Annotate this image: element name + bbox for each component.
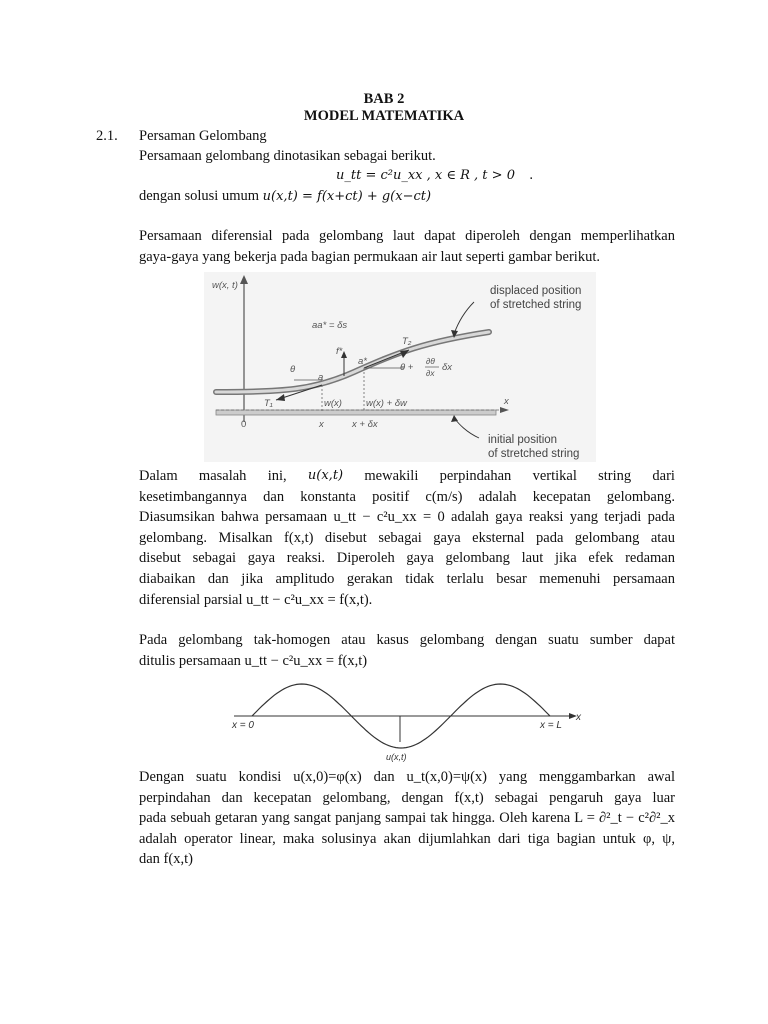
chapter-title: MODEL MATEMATIKA (303, 108, 465, 124)
label-relation: aa* = δs (312, 320, 348, 331)
paragraph-2-line-6: diabaikan dan jika amplitudo gerakan tidak terlalu besar memenuhi persamaan (139, 570, 675, 587)
paragraph-3-line-2: ditulis persamaan u_tt − c²u_xx = f(x,t) (139, 652, 368, 669)
paragraph-4-line-5: dan f(x,t) (139, 851, 193, 868)
wave-label-x: x (576, 712, 581, 723)
paragraph-2-word: ini, (267, 468, 287, 484)
paragraph-4-line-4: adalah operator linear, maka solusinya akan dijumlahkan dari tiga bagian untuk φ, ψ, (139, 830, 675, 847)
paragraph-2-word: perpindahan (439, 468, 512, 484)
wave-equation-text: u_tt = c²u_xx , x ∈ R , t > 0 (336, 168, 515, 183)
paragraph-2-word: string (598, 468, 632, 484)
label-initial-position-2: of stretched string (488, 448, 580, 460)
y-axis-label: w(x, t) (212, 280, 238, 291)
label-a: a (318, 372, 324, 383)
standing-wave-figure (228, 676, 588, 768)
label-a-star: a* (358, 356, 367, 367)
label-displaced-position: displaced position (490, 285, 582, 297)
paragraph-2-word: vertikal (532, 468, 577, 484)
paragraph-2-line-2: kesetimbangannya dan konstanta positif c(m/s) adalah kecepatan gelombang. (139, 488, 675, 505)
paragraph-2-line-4: gelombang. Misalkan f(x,t) disebut sebagai gaya eksternal pada gelombang atau (139, 529, 675, 546)
string-displacement-figure (204, 272, 596, 462)
wave-label-right: x = L (540, 720, 562, 731)
solution-line (139, 186, 431, 207)
paragraph-2-word: mewakili (364, 468, 419, 484)
label-w-x: w(x) (324, 398, 342, 409)
paragraph-3-line-1: Pada gelombang tak-homogen atau kasus gelombang dengan suatu sumber dapat (139, 632, 675, 648)
paragraph-2-line-1 (139, 466, 675, 487)
chapter-number: BAB 2 (363, 91, 405, 107)
wave-label-u: u(x,t) (386, 752, 407, 762)
label-x: x (319, 419, 324, 430)
paragraph-4-line-1: Dengan suatu kondisi u(x,0)=φ(x) dan u_t(x,0)=ψ(x) yang menggambarkan awal (139, 769, 675, 785)
label-t2: T₂ (402, 336, 412, 347)
paragraph-2-word: Dalam (139, 468, 178, 484)
paragraph-2-word: masalah (198, 468, 247, 484)
label-initial-position: initial position (488, 434, 558, 446)
paragraph-3 (139, 630, 675, 671)
label-theta: θ (290, 364, 296, 375)
label-partial-numerator: ∂θ (426, 356, 435, 366)
paragraph-4-line-3: pada sebuah getaran yang sangat panjang sampai tak hingga. Oleh karena L = ∂²_t − c²∂²_x (139, 810, 675, 827)
label-w-x-plus-dw: w(x) + δw (366, 398, 407, 409)
initial-string (216, 410, 496, 415)
intro-text: Persamaan gelombang dinotasikan sebagai berikut. (139, 148, 436, 164)
paragraph-1-line-2: gaya-gaya yang bekerja pada bagian permukaan air laut seperti gambar berikut. (139, 248, 600, 265)
paragraph-2-line-5: disebut sebagai gaya reaksi. Diperoleh gaya gelombang laut jika efek redaman (139, 550, 675, 567)
wave-equation (336, 166, 533, 186)
label-displaced-position-2: of stretched string (490, 299, 582, 311)
label-partial-denominator: ∂x (426, 368, 435, 378)
paragraph-2-line-3: Diasumsikan bahwa persamaan u_tt − c²u_xx = 0 adalah gaya reaksi yang terjadi pada (139, 509, 675, 526)
paragraph-4-line-2: perpindahan dan kecepatan gelombang, dengan f(x,t) sebagai pengaruh gaya luar (139, 789, 675, 806)
solution-text: dengan solusi umum (139, 188, 260, 204)
paragraph-2-word: dari (652, 468, 675, 484)
paragraph-4 (139, 767, 675, 870)
label-origin: 0 (241, 419, 247, 430)
wave-label-left: x = 0 (232, 720, 254, 731)
label-f-star: f* (336, 346, 343, 357)
section-title: Persaman Gelombang (139, 128, 267, 144)
section-number: 2.1. (96, 128, 118, 144)
x-axis-label: x (504, 396, 509, 407)
paragraph-2-line-7: diferensial parsial u_tt − c²u_xx = f(x,t). (139, 591, 373, 608)
label-delta-x: δx (442, 362, 453, 373)
paragraph-2-math: u(x,t) (307, 468, 344, 483)
paragraph-2 (139, 466, 675, 610)
wave-equation-period: . (529, 168, 534, 183)
label-theta-plus: θ + (400, 362, 414, 373)
label-x-plus-dx: x + δx (352, 419, 378, 430)
paragraph-1-line-1: Persamaan diferensial pada gelombang laut dapat diperoleh dengan memperlihatkan (139, 228, 675, 244)
paragraph-1 (139, 226, 675, 267)
label-t1: T₁ (264, 398, 273, 409)
solution-equation: u(x,t) = f(x+ct) + g(x−ct) (262, 189, 432, 204)
